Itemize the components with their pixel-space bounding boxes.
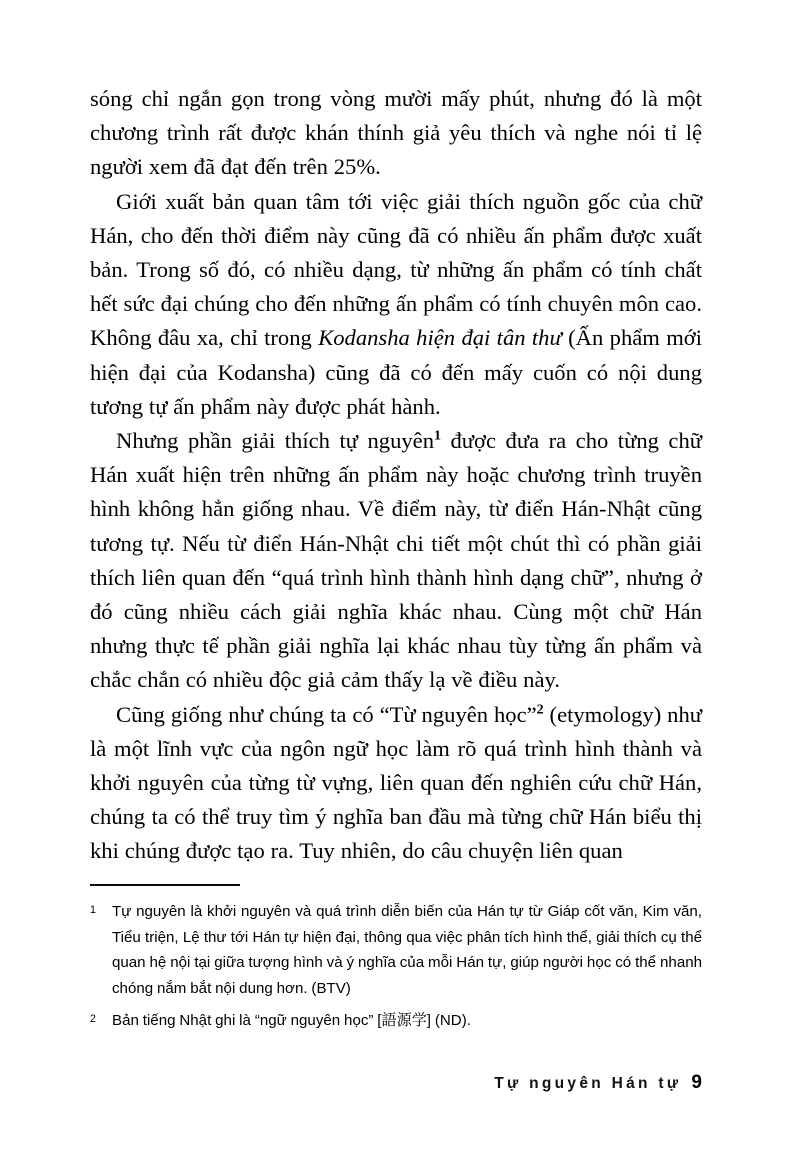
footnote-reference-2[interactable]: 2 [536, 702, 544, 718]
paragraph-3-text-after-ref: được đưa ra cho từng chữ Hán xuất hiện trên những ấn phẩm này hoặc chương trình truyền hình không hẳn giống nhau. Về điểm này, từ điển Hán-Nhật cũng tương tự. Nếu từ điển Hán-Nhật chi tiết một chút thì có phần giải thích liên quan đến “quá trình hình thành hình dạng chữ”, nhưng ở đó cũng nhiều cách giải nghĩa khác nhau. Cùng một chữ Hán nhưng thực tế phần giải nghĩa lại khác nhau tùy từng ấn phẩm và chắc chắn có nhiều độc giả cảm thấy lạ về điều này. [90, 428, 702, 693]
book-title-kodansha: Kodansha hiện đại tân thư [318, 325, 562, 351]
paragraph-etymology-explanations [90, 424, 702, 698]
footnote-marker-1: 1 [90, 904, 96, 916]
footnote-section [90, 884, 702, 1034]
paragraph-4-text-after-ref: (etymology) như là một lĩnh vực của ngôn ngữ học làm rõ quá trình hình thành và khởi nguyên của từng từ vựng, liên quan đến nghiên cứu chữ Hán, chúng ta có thể truy tìm ý nghĩa ban đầu mà từng chữ Hán biểu thị khi chúng được tạo ra. Tuy nhiên, do câu chuyện liên quan [90, 701, 702, 864]
paragraph-4-text-before-ref: Cũng giống như chúng ta có “Từ nguyên học” [116, 701, 537, 727]
running-footer [494, 1072, 702, 1094]
footnote-marker-2: 2 [90, 1012, 96, 1025]
paragraph-etymology-field [90, 698, 702, 869]
paragraph-continued [90, 82, 702, 185]
footer-book-title: Tự nguyên Hán tự [494, 1075, 682, 1092]
paragraph-2-text-before-title: Giới xuất bản quan tâm tới việc giải thích nguồn gốc của chữ Hán, cho đến thời điểm này cũng đã có nhiều ấn phẩm được xuất bản. Trong số đó, có nhiều dạng, từ những ấn phẩm có tính chất hết sức đại chúng cho đến những ấn phẩm có tính chuyên môn cao. Không đâu xa, chỉ trong [90, 188, 702, 351]
footnote-item-2 [90, 1008, 702, 1034]
footnote-item-1 [90, 899, 702, 1002]
footnote-text-2: Bản tiếng Nhật ghi là “ngữ nguyên học” [語源学] (ND). [112, 1011, 471, 1029]
footnote-separator-rule [90, 884, 240, 886]
paragraph-publishing-industry [90, 185, 702, 424]
footnote-reference-1[interactable]: 1 [434, 428, 441, 444]
paragraph-2-text-after-title: (Ấn phẩm mới hiện đại của Kodansha) cũng đã có đến mấy cuốn có nội dung tương tự ấn phẩm này được phát hành. [90, 325, 702, 419]
footnote-text-1: Tự nguyên là khởi nguyên và quá trình diễn biến của Hán tự từ Giáp cốt văn, Kim văn, Tiểu triện, Lệ thư tới Hán tự hiện đại, thông qua việc phân tích hình thể, giải thích cụ thể quan hệ nội tại giữa tượng hình và ý nghĩa của mỗi Hán tự, giúp người học có thể nhanh chóng nắm bắt nội dung hơn. (BTV) [112, 903, 702, 998]
body-text-column [90, 82, 702, 869]
paragraph-3-text-before-ref: Nhưng phần giải thích tự nguyên [116, 428, 434, 454]
paragraph-1-text: sóng chỉ ngắn gọn trong vòng mười mấy phút, nhưng đó là một chương trình rất được khán thính giả yêu thích và nghe nói tỉ lệ người xem đã đạt đến trên 25%. [90, 86, 702, 180]
page-number: 9 [691, 1072, 702, 1093]
